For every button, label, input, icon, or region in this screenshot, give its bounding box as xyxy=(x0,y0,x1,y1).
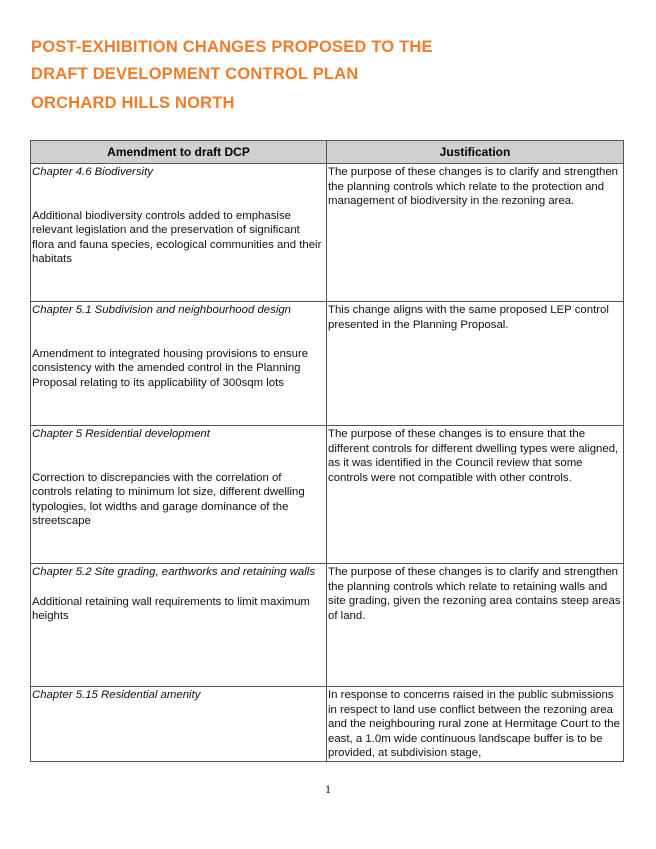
document-subtitle: ORCHARD HILLS NORTH xyxy=(31,94,235,112)
justification-cell: The purpose of these changes is to clarify and strengthen the planning controls which relate to the protection and management of biodiversity in the rezoning area. xyxy=(327,164,624,302)
header-justification: Justification xyxy=(327,141,624,164)
chapter-label: Chapter 5.15 Residential amenity xyxy=(32,689,201,701)
amendment-cell xyxy=(31,564,327,687)
table-row xyxy=(31,302,624,426)
amendment-cell xyxy=(31,426,327,564)
table-header-row xyxy=(31,141,624,164)
chapter-label: Chapter 4.6 Biodiversity xyxy=(32,166,153,178)
amendment-cell xyxy=(31,164,327,302)
amendment-text: Correction to discrepancies with the correlation of controls relating to minimum lot size, different dwelling typologies, lot widths and garage dominance of the streetscape xyxy=(32,471,305,528)
table-row xyxy=(31,687,624,762)
amendment-cell xyxy=(31,687,327,762)
amendments-table xyxy=(30,140,624,762)
header-amendment: Amendment to draft DCP xyxy=(31,141,327,164)
justification-cell: The purpose of these changes is to clarify and strengthen the planning controls which relate to retaining walls and site grading, given the rezoning area contains steep areas of land. xyxy=(327,564,624,687)
amendment-text: Additional retaining wall requirements to limit maximum heights xyxy=(32,595,310,623)
chapter-label: Chapter 5.1 Subdivision and neighbourhood design xyxy=(32,304,292,316)
table-row xyxy=(31,164,624,302)
amendment-cell xyxy=(31,302,327,426)
page-number: 1 xyxy=(325,782,331,796)
table-row xyxy=(31,564,624,687)
chapter-label: Chapter 5 Residential development xyxy=(32,428,210,440)
table-row xyxy=(31,426,624,564)
justification-cell: This change aligns with the same proposed LEP control presented in the Planning Proposal. xyxy=(327,302,624,426)
justification-cell: In response to concerns raised in the public submissions in respect to land use conflict between the rezoning area and the neighbouring rural zone at Hermitage Court to the east, a 1.0m wide continuous landscape buffer is to be provided, at subdivision stage, xyxy=(327,687,624,762)
chapter-label: Chapter 5.2 Site grading, earthworks and retaining walls xyxy=(32,566,316,578)
justification-cell: The purpose of these changes is to ensure that the different controls for different dwelling types were aligned, as it was identified in the Council review that some controls were not compatible with other controls. xyxy=(327,426,624,564)
document-title-line-2: DRAFT DEVELOPMENT CONTROL PLAN xyxy=(31,65,359,83)
amendment-text: Additional biodiversity controls added to emphasise relevant legislation and the preservation of significant flora and fauna species, ecological communities and their habitats xyxy=(32,209,322,266)
document-title-line-1: POST-EXHIBITION CHANGES PROPOSED TO THE xyxy=(31,38,433,56)
amendment-text: Amendment to integrated housing provisions to ensure consistency with the amended control in the Planning Proposal relating to its applicability of 300sqm lots xyxy=(32,347,309,389)
